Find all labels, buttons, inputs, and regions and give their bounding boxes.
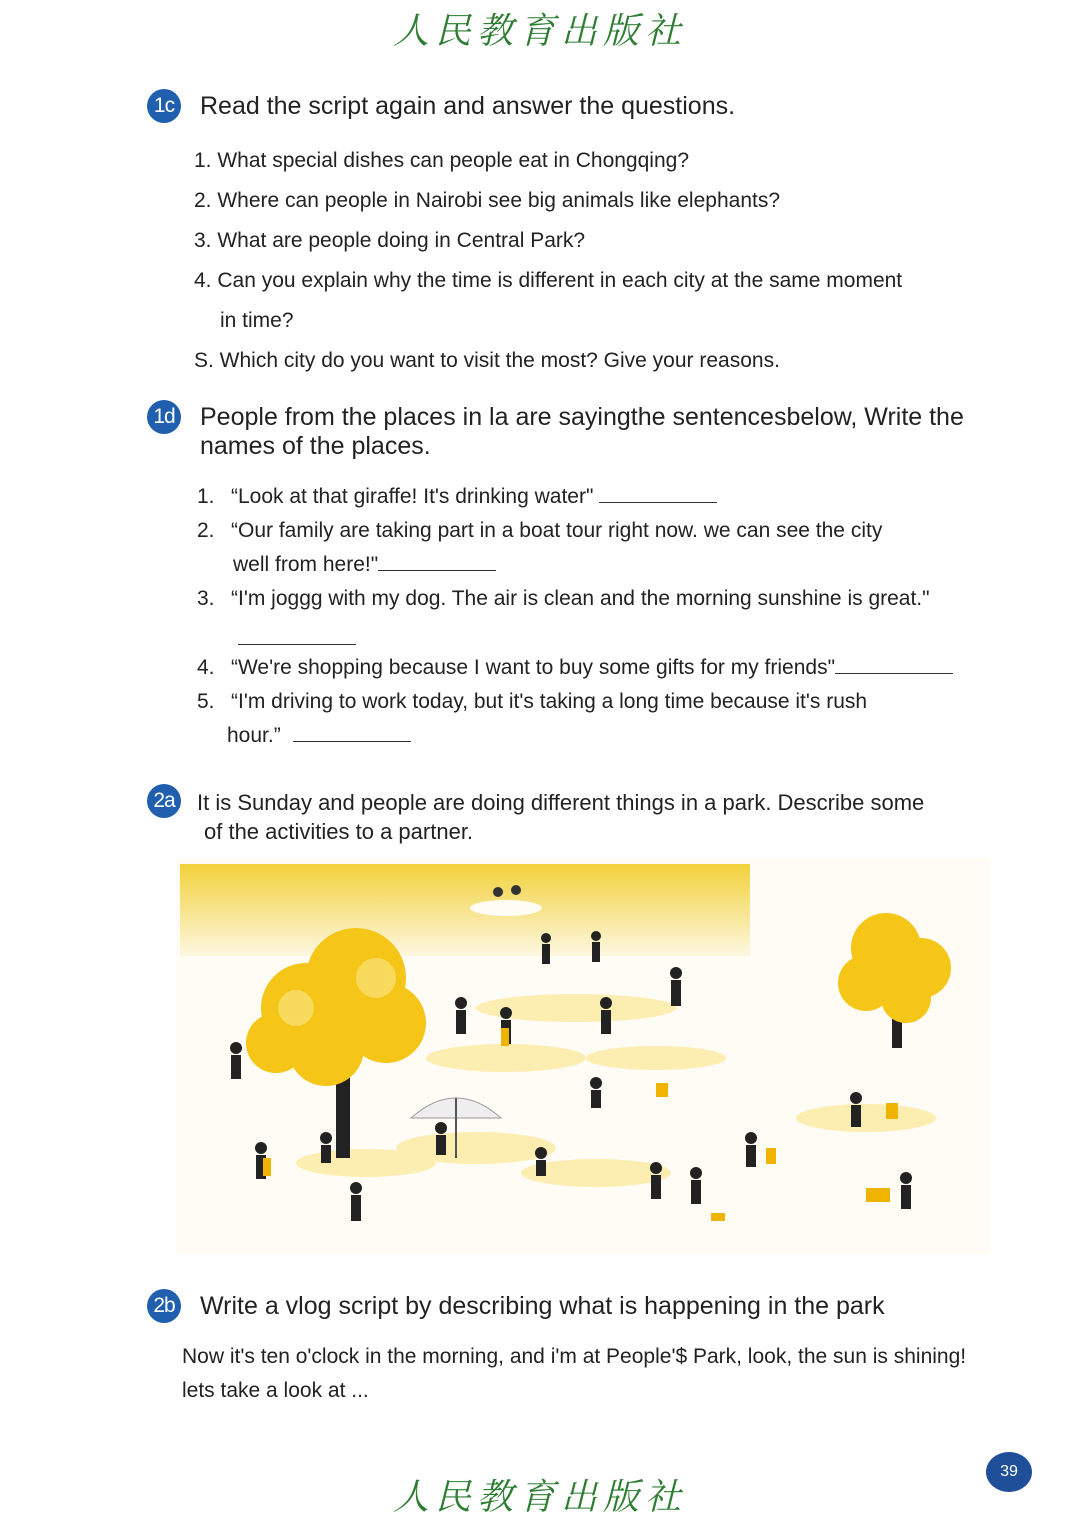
sentence-text: “I'm joggg with my dog. The air is clean and the morning sunshine is great." (231, 587, 930, 610)
sentence-number: 1. (197, 485, 215, 508)
section-1c-instruction: Read the script again and answer the questions. (200, 92, 736, 120)
section-2a-instruction-line2: of the activities to a partner. (204, 819, 474, 844)
lake (180, 864, 750, 956)
section-1d-badge: 1d (147, 400, 181, 434)
answer-blank[interactable] (835, 659, 953, 674)
sentence-number: 5. (197, 690, 215, 713)
park-illustration-svg (176, 858, 990, 1254)
section-1d-instruction-line1: People from the places in la are sayingthe sentencesbelow, Write the (200, 403, 964, 431)
sentence-text: “I'm driving to work today, but it's taking a long time because it's rush (231, 690, 868, 713)
sentence-text: “Our family are taking part in a boat tour right now. we can see the city (231, 519, 883, 542)
grass-patch (586, 1046, 726, 1070)
sentence-2 (197, 518, 882, 544)
sentence-number: 3. (197, 587, 215, 610)
vlog-text-line1: Now it's ten o'clock in the morning, and i'm at People'$ Park, look, the sun is shining! (182, 1345, 967, 1368)
grass-patch (426, 1044, 586, 1072)
sentence-text: “Look at that giraffe! It's drinking water" (231, 485, 594, 508)
question-5: S. Which city do you want to visit the most? Give your reasons. (194, 349, 780, 372)
answer-blank[interactable] (293, 727, 411, 742)
sentence-text: hour.” (227, 724, 281, 747)
vlog-text-line2: lets take a look at ... (182, 1379, 369, 1402)
grass-patch (796, 1104, 936, 1132)
publisher-logo-top: 人民教育出版社 (392, 11, 687, 52)
sentence-number: 4. (197, 656, 215, 679)
section-1c-badge: 1c (147, 89, 181, 123)
section-1d-instruction-line2: names of the places. (200, 432, 431, 460)
sentence-number: 2. (197, 519, 215, 542)
park-scene-illustration (176, 858, 990, 1254)
sentence-1 (197, 484, 717, 510)
section-2b-badge: 2b (147, 1289, 181, 1323)
sentence-5 (197, 689, 867, 715)
sentence-text: “We're shopping because I want to buy some gifts for my friends" (231, 656, 836, 679)
question-4-continued: in time? (220, 309, 294, 332)
question-1: 1. What special dishes can people eat in Chongqing? (194, 149, 689, 172)
question-4: 4. Can you explain why the time is different in each city at the same moment (194, 269, 903, 292)
page-number: 39 (986, 1452, 1032, 1492)
question-2: 2. Where can people in Nairobi see big animals like elephants? (194, 189, 781, 212)
section-2a-badge: 2a (147, 784, 181, 818)
answer-blank[interactable] (378, 556, 496, 571)
sentence-2-continued (233, 552, 496, 578)
sentence-5-continued (227, 723, 411, 749)
answer-blank[interactable] (599, 488, 717, 503)
sentence-4 (197, 655, 953, 681)
sentence-text: well from here!" (233, 553, 379, 576)
section-2a-instruction-line1: It is Sunday and people are doing different things in a park. Describe some (197, 790, 925, 815)
question-3: 3. What are people doing in Central Park? (194, 229, 586, 252)
boat (470, 900, 542, 916)
answer-blank[interactable] (238, 628, 356, 645)
section-2b-instruction: Write a vlog script by describing what is happening in the park (200, 1292, 885, 1320)
sentence-3 (197, 586, 930, 612)
grass-patch (296, 1149, 436, 1177)
publisher-logo-bottom: 人民教育出版社 (392, 1477, 687, 1518)
